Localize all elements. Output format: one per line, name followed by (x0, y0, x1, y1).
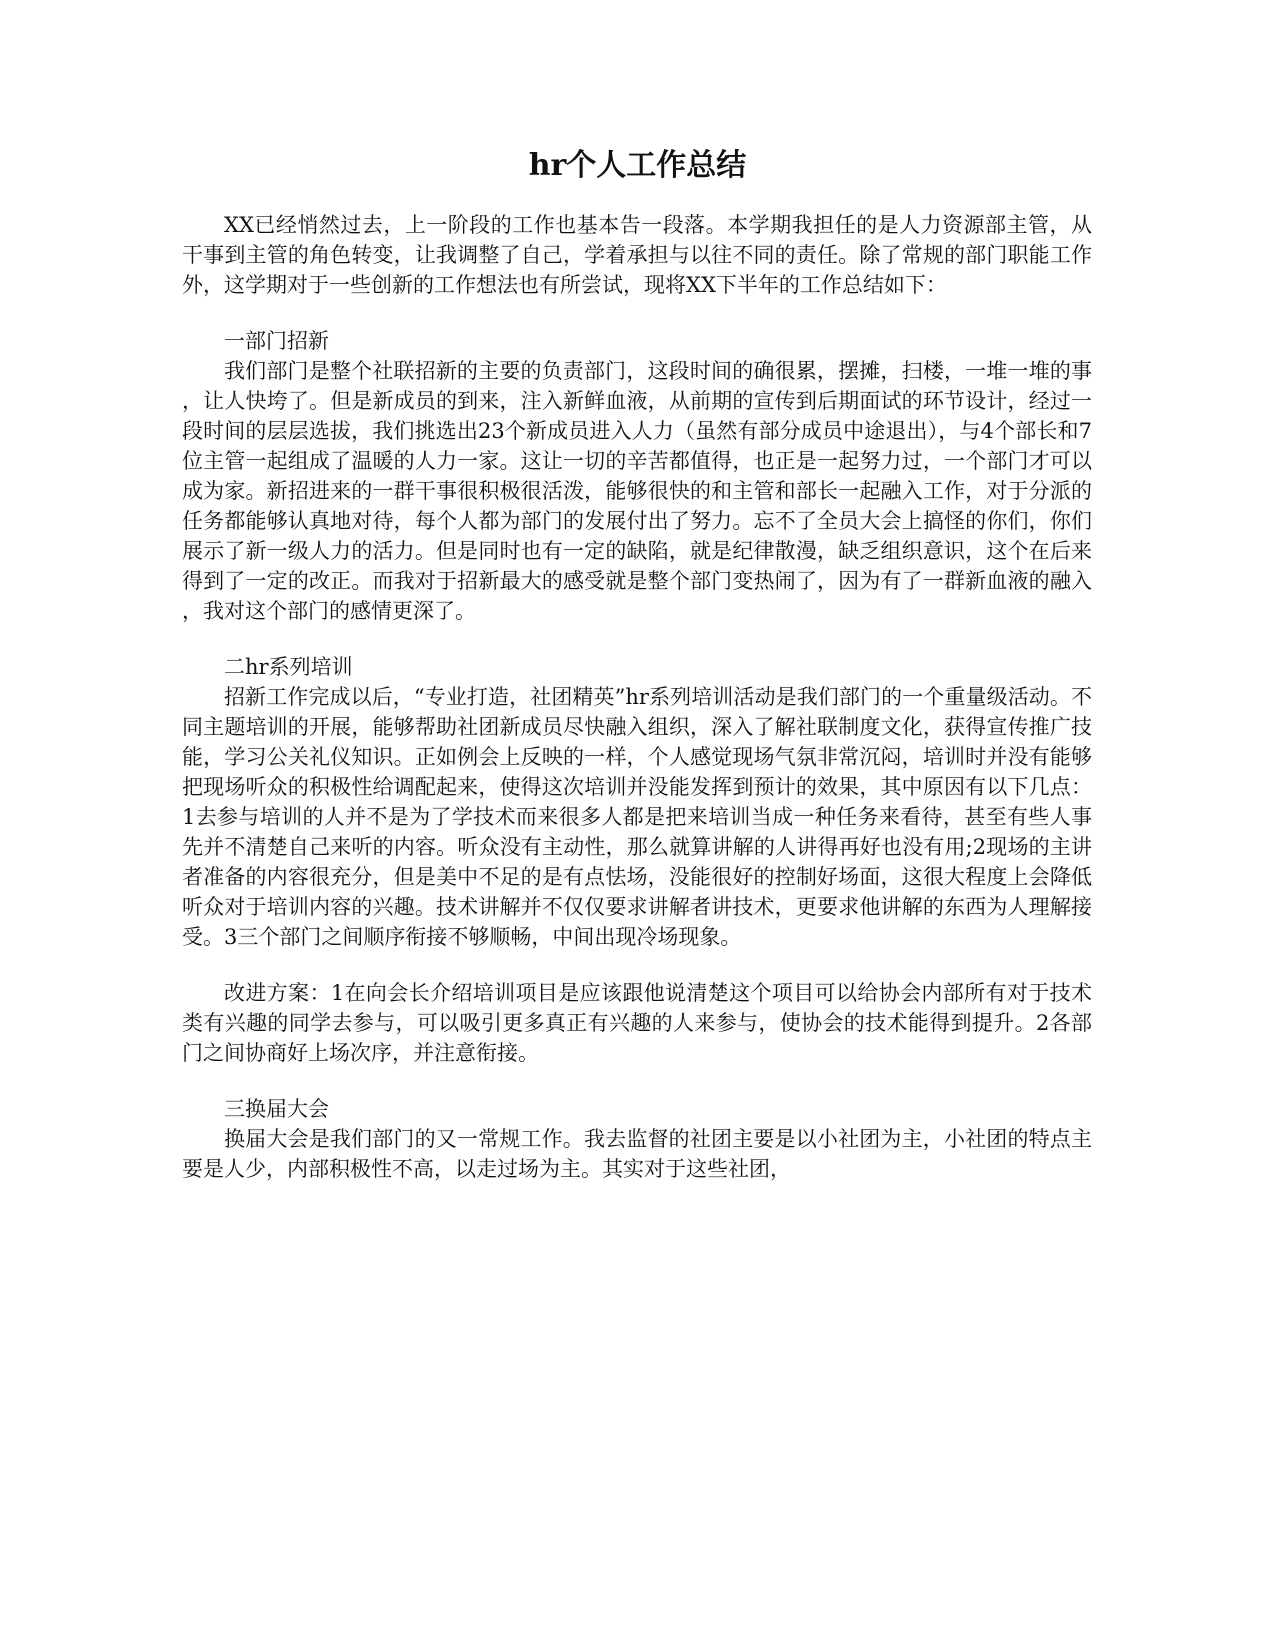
document-title: hr个人工作总结 (528, 148, 747, 183)
document-body (182, 210, 1092, 1184)
section-heading-recruitment: 一部门招新 (224, 329, 329, 353)
intro-paragraph: XX已经悄然过去，上一阶段的工作也基本告一段落。本学期我担任的是人力资源部主管，从干事到主管的角色转变，让我调整了自己，学着承担与以往不同的责任。除了常规的部门职能工作外，这学期对于一些创新的工作想法也有所尝试，现将XX下半年的工作总结如下： (182, 213, 1092, 297)
improvement-paragraph: 改进方案：1在向会长介绍培训项目是应该跟他说清楚这个项目可以给协会内部所有对于技术类有兴趣的同学去参与，可以吸引更多真正有兴趣的人来参与，使协会的技术能得到提升。2各部门之间协商好上场次序，并注意衔接。 (182, 981, 1092, 1065)
section-heading-election: 三换届大会 (224, 1097, 329, 1121)
recruitment-paragraph: 我们部门是整个社联招新的主要的负责部门，这段时间的确很累，摆摊，扫楼，一堆一堆的事，让人快垮了。但是新成员的到来，注入新鲜血液，从前期的宣传到后期面试的环节设计，经过一段时间的层层选拔，我们挑选出23个新成员进入人力（虽然有部分成员中途退出），与4个部长和7位主管一起组成了温暖的人力一家。这让一切的辛苦都值得，也正是一起努力过，一个部门才可以成为家。新招进来的一群干事很积极很活泼，能够很快的和主管和部长一起融入工作，对于分派的任务都能够认真地对待，每个人都为部门的发展付出了努力。忘不了全员大会上搞怪的你们，你们展示了新一级人力的活力。但是同时也有一定的缺陷，就是纪律散漫，缺乏组织意识，这个在后来得到了一定的改正。而我对于招新最大的感受就是整个部门变热闹了，因为有了一群新血液的融入，我对这个部门的感情更深了。 (182, 359, 1092, 623)
section-heading-training: 二hr系列培训 (224, 655, 353, 679)
training-paragraph: 招新工作完成以后，“专业打造，社团精英”hr系列培训活动是我们部门的一个重量级活动。不同主题培训的开展，能够帮助社团新成员尽快融入组织，深入了解社联制度文化，获得宣传推广技能，学习公关礼仪知识。正如例会上反映的一样，个人感觉现场气氛非常沉闷，培训时并没有能够把现场听众的积极性给调配起来，使得这次培训并没能发挥到预计的效果，其中原因有以下几点：1去参与培训的人并不是为了学技术而来很多人都是把来培训当成一种任务来看待，甚至有些人事先并不清楚自己来听的内容。听众没有主动性，那么就算讲解的人讲得再好也没有用;2现场的主讲者准备的内容很充分，但是美中不足的是有点怯场，没能很好的控制好场面，这很大程度上会降低听众对于培训内容的兴趣。技术讲解并不仅仅要求讲解者讲技术，更要求他讲解的东西为人理解接受。3三个部门之间顺序衔接不够顺畅，中间出现冷场现象。 (182, 685, 1092, 949)
election-paragraph: 换届大会是我们部门的又一常规工作。我去监督的社团主要是以小社团为主，小社团的特点主要是人少，内部积极性不高，以走过场为主。其实对于这些社团， (182, 1127, 1092, 1181)
